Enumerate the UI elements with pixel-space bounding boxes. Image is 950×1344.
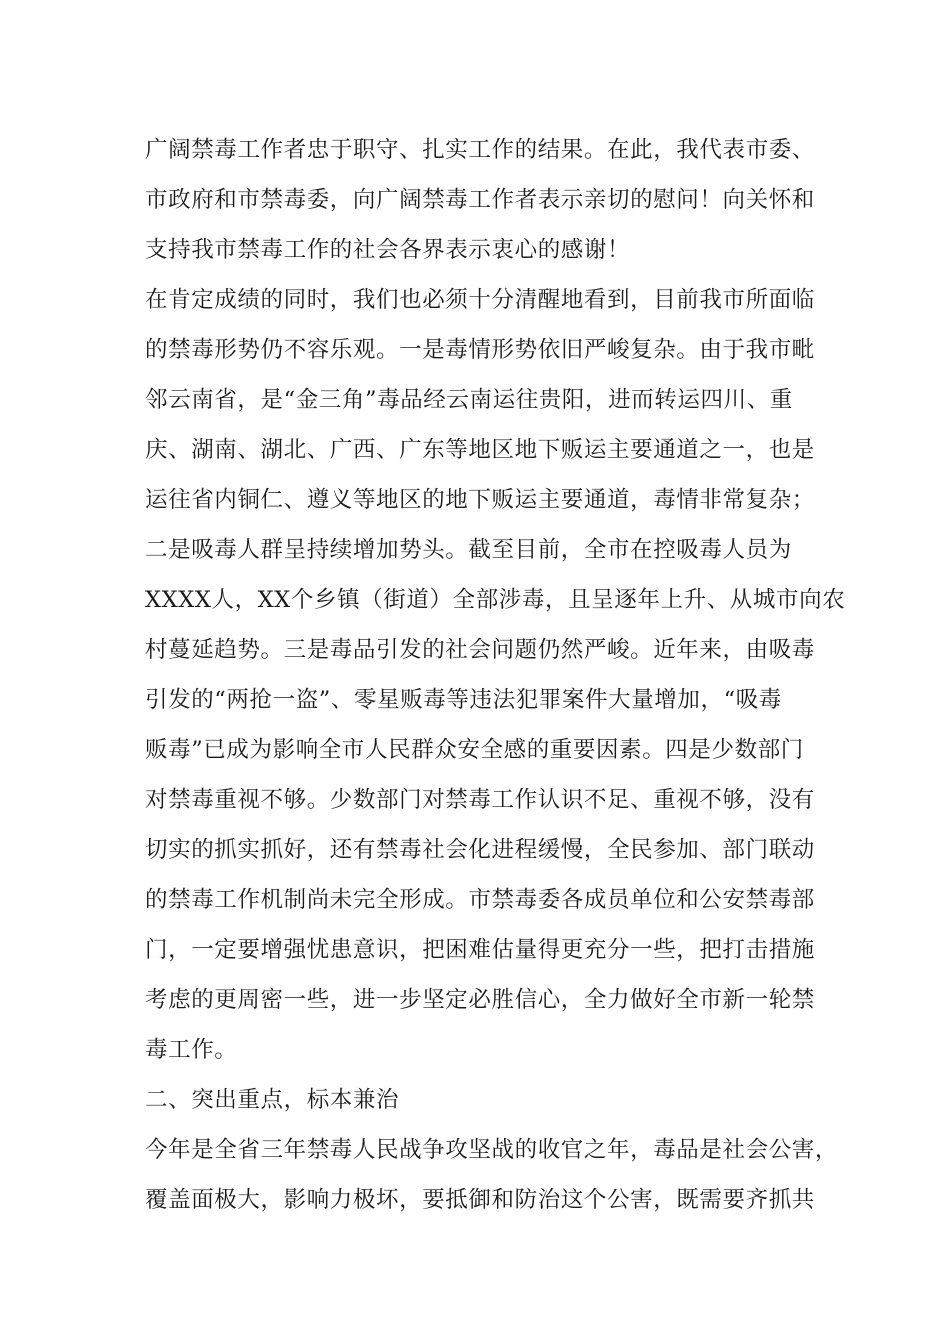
section-heading: 二、突出重点，标本兼治 (145, 1087, 400, 1113)
text-line: 切实的抓实抓好，还有禁毒社会化进程缓慢，全民参加、部门联动 (145, 837, 815, 863)
text-line: 市政府和市禁毒委，向广阔禁毒工作者表示亲切的慰问！向关怀和 (145, 187, 815, 213)
text-line: 毒工作。 (145, 1037, 238, 1063)
text-line: 考虑的更周密一些，进一步坚定必胜信心，全力做好全市新一轮禁 (145, 987, 815, 1013)
text-line: 支持我市禁毒工作的社会各界表示衷心的感谢！ (145, 237, 631, 263)
text-line: 在肯定成绩的同时，我们也必须十分清醒地看到，目前我市所面临 (145, 287, 815, 313)
text-line: XXXX人，XX个乡镇（街道）全部涉毒，且呈逐年上升、从城市向农 (145, 587, 846, 613)
text-line: 今年是全省三年禁毒人民战争攻坚战的收官之年，毒品是社会公害， (145, 1137, 839, 1163)
text-line: 庆、湖南、湖北、广西、广东等地区地下贩运主要通道之一，也是 (145, 437, 815, 463)
text-line: 覆盖面极大，影响力极坏，要抵御和防治这个公害，既需要齐抓共 (145, 1187, 815, 1213)
text-line: 的禁毒工作机制尚未完全形成。市禁毒委各成员单位和公安禁毒部 (145, 887, 815, 913)
text-line: 引发的“两抢一盗”、零星贩毒等违法犯罪案件大量增加，“吸毒 (145, 687, 782, 713)
text-line: 门，一定要增强忧患意识，把困难估量得更充分一些，把打击措施 (145, 937, 815, 963)
text-line: 村蔓延趋势。三是毒品引发的社会问题仍然严峻。近年来，由吸毒 (145, 637, 815, 663)
text-line: 广阔禁毒工作者忠于职守、扎实工作的结果。在此，我代表市委、 (145, 137, 815, 163)
text-line: 邻云南省，是“金三角”毒品经云南运往贵阳，进而转运四川、重 (145, 387, 793, 413)
text-line: 运往省内铜仁、遵义等地区的地下贩运主要通道，毒情非常复杂； (145, 487, 815, 513)
text-line: 二是吸毒人群呈持续增加势头。截至目前，全市在控吸毒人员为 (145, 537, 792, 563)
text-line: 贩毒”已成为影响全市人民群众安全感的重要因素。四是少数部门 (145, 737, 804, 763)
text-line: 对禁毒重视不够。少数部门对禁毒工作认识不足、重视不够，没有 (145, 787, 815, 813)
text-line: 的禁毒形势仍不容乐观。一是毒情形势依旧严峻复杂。由于我市毗 (145, 337, 815, 363)
